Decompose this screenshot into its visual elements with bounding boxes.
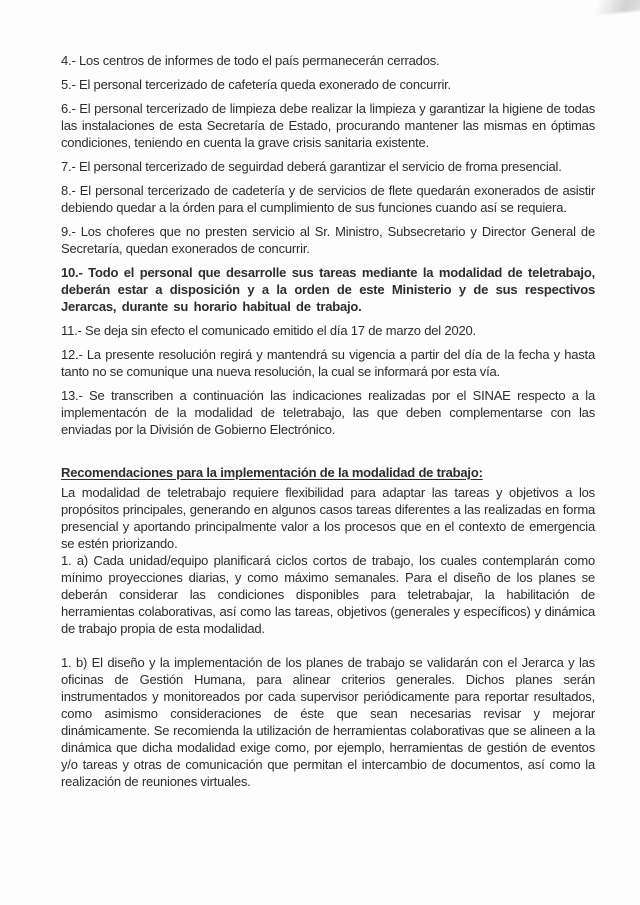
recommendations-heading: Recomendaciones para la implementación de la modalidad de trabajo: — [61, 465, 483, 480]
numbered-item-5: 5.- El personal tercerizado de cafetería queda exonerado de concurrir. — [61, 77, 451, 92]
recommendations-intro-paragraph: La modalidad de teletrabajo requiere flexibilidad para adaptar las tareas y objetivos a los propósitos principales, generando en algunos casos tareas diferentes a las realizadas en forma presencial y aportando principalmente valor a los procesos que en el contexto de emergencia se estén priorizando. — [61, 485, 595, 551]
numbered-item-8: 8.- El personal tercerizado de cadetería y de servicios de flete quedarán exonerados de asistir debiendo quedar a la órden para el cumplimiento de sus funciones cuando así se requiera. — [61, 183, 595, 215]
numbered-item-9: 9.- Los choferes que no presten servicio al Sr. Ministro, Subsecretario y Director General de Secretaría, quedan exonerados de concurrir. — [61, 224, 595, 256]
recommendations-section — [61, 464, 595, 790]
numbered-item-13: 13.- Se transcriben a continuación las indicaciones realizadas por el SINAE respecto a la implementacón de la modalidad de teletrabajo, las que deben complementarse con las enviadas por la División de Gobierno Electrónico. — [61, 388, 595, 437]
numbered-item-10: 10.- Todo el personal que desarrolle sus tareas mediante la modalidad de teletrabajo, deberán estar a disposición y a la orden de este Ministerio y de sus respectivos Jerarcas, durante su horario habitual de trabajo. — [61, 265, 595, 314]
numbered-item-6: 6.- El personal tercerizado de limpieza debe realizar la limpieza y garantizar la higiene de todas las instalaciones de esta Secretaría de Estado, procurando mantener las mismas en óptimas condiciones, teniendo en cuenta la grave crisis sanitaria existente. — [61, 101, 595, 150]
recommendations-point-a-paragraph: 1. a) Cada unidad/equipo planificará ciclos cortos de trabajo, los cuales contemplarán como mínimo proyecciones diarias, y como máximo semanales. Para el diseño de los planes se deberán considerar las condiciones disponibles para teletrabajar, la habilitación de herramientas colaborativas, así como las tareas, objetivos (generales y específicos) y dinámica de trabajo propia de esta modalidad. — [61, 553, 595, 636]
numbered-item-12: 12.- La presente resolución regirá y mantendrá su vigencia a partir del día de la fecha y hasta tanto no se comunique una nueva resolución, la cual se informará por esta vía. — [61, 347, 595, 379]
numbered-item-11: 11.- Se deja sin efecto el comunicado emitido el día 17 de marzo del 2020. — [61, 323, 476, 338]
numbered-item-4: 4.- Los centros de informes de todo el país permanecerán cerrados. — [61, 53, 440, 68]
scan-smudge-top-right — [561, 0, 640, 19]
numbered-item-7: 7.- El personal tercerizado de seguirdad deberá garantizar el servicio de froma presencial. — [61, 159, 562, 174]
document-body — [61, 52, 595, 790]
recommendations-point-b-paragraph: 1. b) El diseño y la implementación de los planes de trabajo se validarán con el Jerarca y las oficinas de Gestión Humana, para alinear criterios generales. Dichos planes serán instrumentados y monitoreados por cada supervisor periódicamente para reportar resultados, como asimismo consideraciones de éste que sean necesarias revisar y mejorar dinámicamente. Se recomienda la utilización de herramientas colaborativas que se alineen a la dinámica que dicha modalidad exige como, por ejemplo, herramientas de gestión de eventos y/o tareas y otras de comunicación que permitan el intercambio de documentos, así como la realización de reuniones virtuales. — [61, 655, 595, 789]
